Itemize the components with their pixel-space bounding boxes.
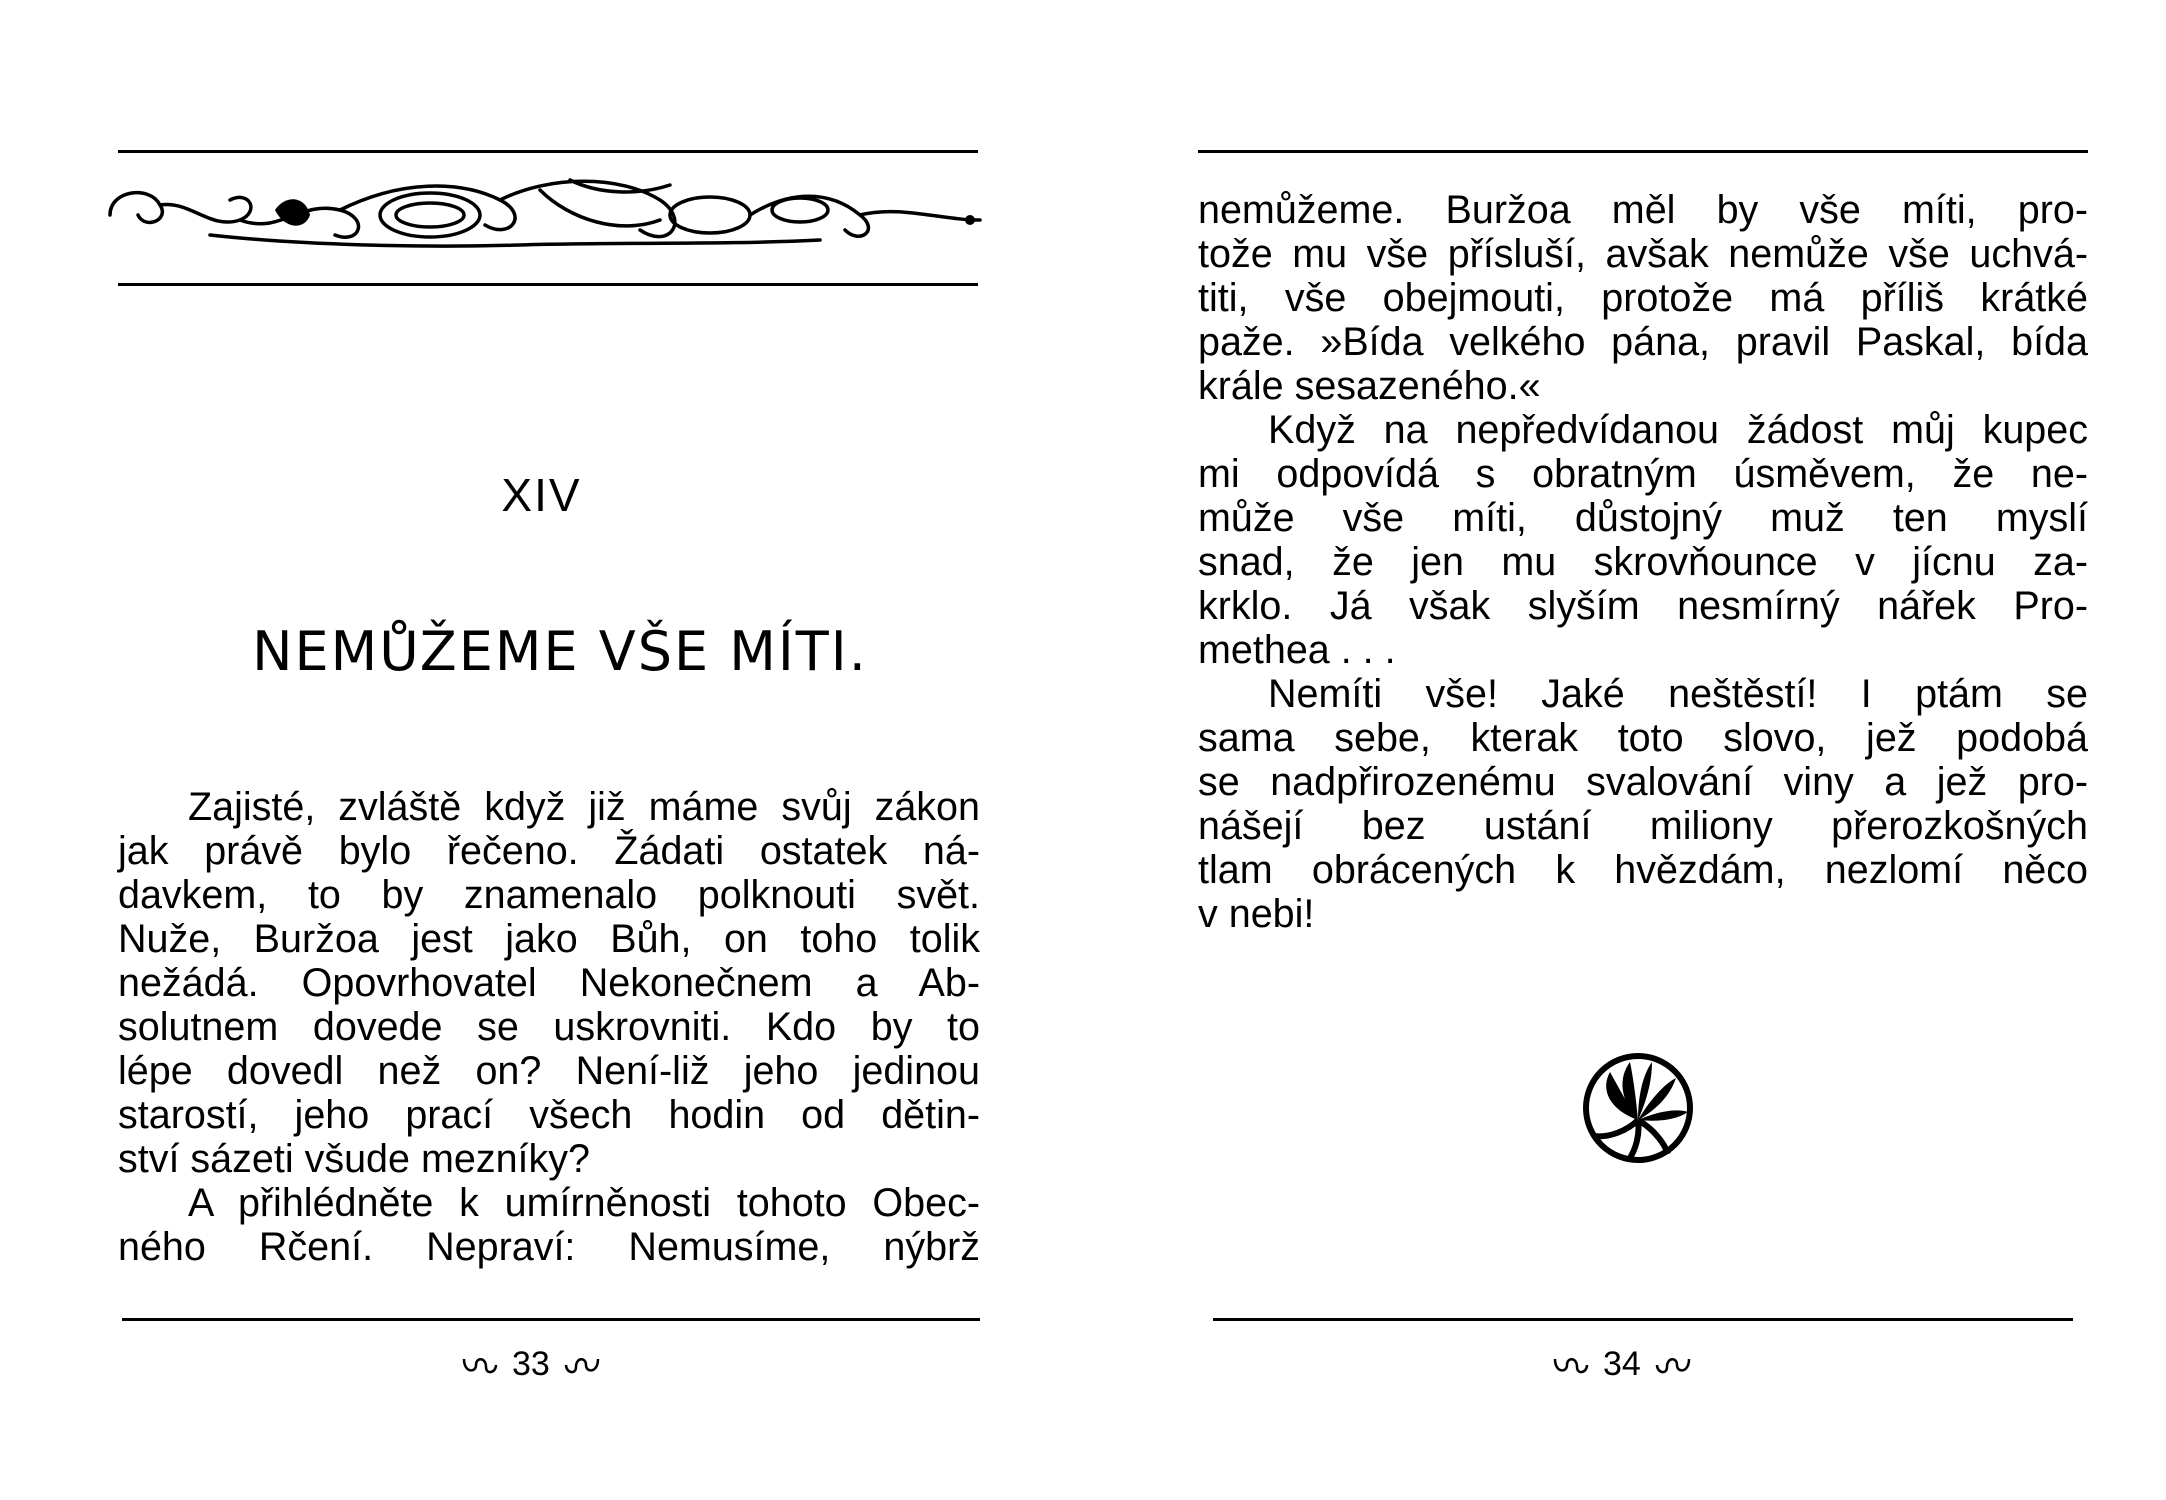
text-line: Když na nepředvídanou žádost můj kupec	[1268, 408, 2088, 452]
text-line: mi odpovídá s obratným úsměvem, že ne-	[1198, 452, 2088, 496]
top-rule	[1198, 150, 2088, 153]
text-line: paže. »Bída velkého pána, pravil Paskal, bída	[1198, 320, 2088, 364]
bottom-rule	[1213, 1318, 2073, 1321]
text-line: methea . . .	[1198, 628, 1396, 672]
fan-tree-emblem-icon	[1580, 1050, 1696, 1166]
scroll-flourish-icon	[460, 1351, 500, 1379]
ornament-bottom-rule	[118, 283, 978, 286]
text-line: krále sesazeného.«	[1198, 364, 1541, 408]
left-body-text	[118, 785, 980, 1269]
text-line: jak právě bylo řečeno. Žádati ostatek ná-	[118, 829, 980, 873]
top-rule	[118, 150, 978, 153]
text-line: davkem, to by znamenalo polknouti svět.	[118, 873, 980, 917]
text-line: Nemíti vše! Jaké neštěstí! I ptám se	[1268, 672, 2088, 716]
text-line: Nuže, Buržoa jest jako Bůh, on toho tolik	[118, 917, 980, 961]
scroll-flourish-icon	[562, 1351, 602, 1379]
text-line: se nadpřirozenému svalování viny a jež pro-	[1198, 760, 2088, 804]
text-line: může vše míti, důstojný muž ten myslí	[1198, 496, 2088, 540]
text-line: Zajisté, zvláště když již máme svůj zákon	[188, 785, 980, 829]
chapter-title: NEMŮŽEME VŠE MÍTI.	[252, 620, 868, 683]
text-line: krklo. Já však slyším nesmírný nářek Pro-	[1198, 584, 2088, 628]
page-number	[1551, 1345, 1693, 1384]
text-line: nášejí bez ustání miliony přerozkošných	[1198, 804, 2088, 848]
text-line: tlam obrácených k hvězdám, nezlomí něco	[1198, 848, 2088, 892]
text-line: ství sázeti všude mezníky?	[118, 1137, 590, 1181]
text-line: A přihlédněte k umírněnosti tohoto Obec-	[188, 1181, 980, 1225]
page-number-text: 34	[1603, 1345, 1641, 1383]
text-line: snad, že jen mu skrovňounce v jícnu za-	[1198, 540, 2088, 584]
page-number-text: 33	[512, 1345, 550, 1383]
text-line: lépe dovedl než on? Není-liž jeho jedinou	[118, 1049, 980, 1093]
text-line: v nebi!	[1198, 892, 1315, 936]
text-line: solutnem dovede se uskrovniti. Kdo by to	[118, 1005, 980, 1049]
header-ornament-icon	[100, 160, 990, 270]
scroll-flourish-icon	[1551, 1351, 1591, 1379]
text-line: sama sebe, kterak toto slovo, jež podobá	[1198, 716, 2088, 760]
text-line: nežádá. Opovrhovatel Nekonečnem a Ab-	[118, 961, 980, 1005]
bottom-rule	[122, 1318, 980, 1321]
right-page	[1083, 0, 2166, 1500]
text-line: titi, vše obejmouti, protože má příliš krátké	[1198, 276, 2088, 320]
page-number	[460, 1345, 602, 1384]
text-line: tože mu vše přísluší, avšak nemůže vše uchvá-	[1198, 232, 2088, 276]
text-line: starostí, jeho prací všech hodin od dětin-	[118, 1093, 980, 1137]
text-line: ného Rčení. Nepraví: Nemusíme, nýbrž	[118, 1225, 980, 1269]
text-line: nemůžeme. Buržoa měl by vše míti, pro-	[1198, 188, 2088, 232]
chapter-number: XIV	[501, 469, 582, 521]
scroll-flourish-icon	[1653, 1351, 1693, 1379]
right-body-text	[1198, 188, 2088, 936]
